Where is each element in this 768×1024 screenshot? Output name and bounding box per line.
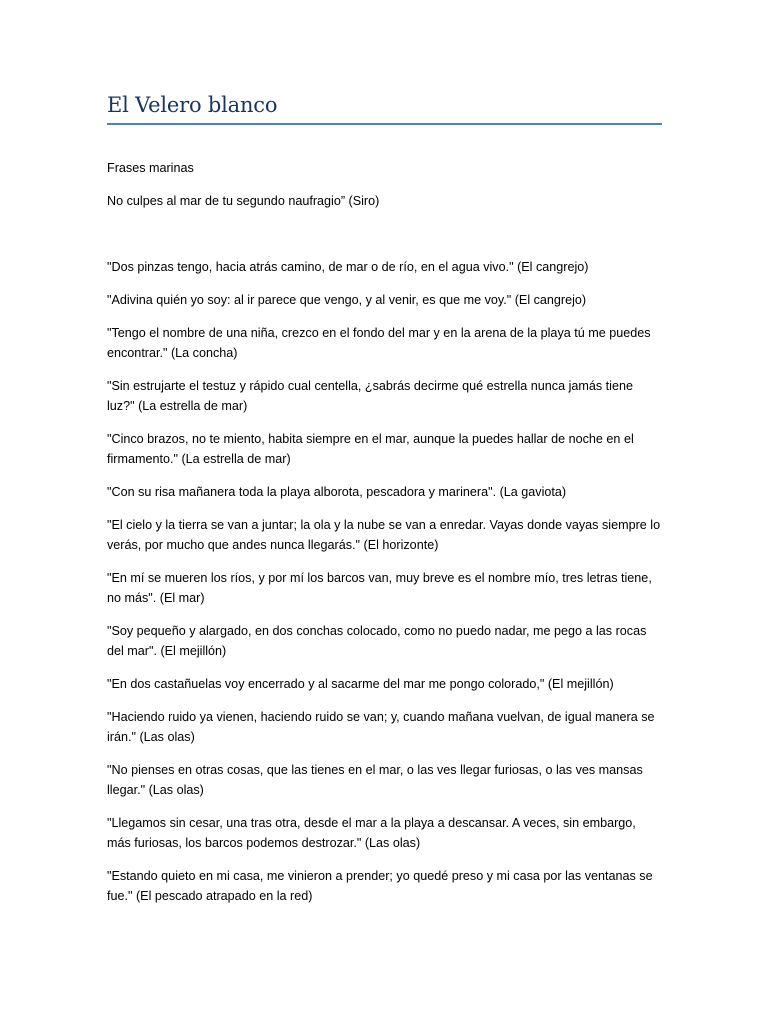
- riddle-paragraph: "En mí se mueren los ríos, y por mí los barcos van, muy breve es el nombre mío, tres letras tiene, no más". (El mar): [107, 571, 652, 605]
- riddle-paragraph: "Tengo el nombre de una niña, crezco en el fondo del mar y en la arena de la playa tú me puedes encontrar." (La concha): [107, 326, 651, 360]
- riddle-paragraph: "El cielo y la tierra se van a juntar; la ola y la nube se van a enredar. Vayas donde vayas siempre lo verás, por mucho que andes nunca llegarás." (El horizonte): [107, 518, 661, 552]
- section-subtitle: Frases marinas: [107, 161, 194, 175]
- title-underline: [107, 123, 662, 125]
- document-title: El Velero blanco: [107, 93, 278, 117]
- riddle-paragraph: "Adivina quién yo soy: al ir parece que vengo, y al venir, es que me voy." (El cangrejo): [107, 293, 587, 307]
- epigraph-quote: No culpes al mar de tu segundo naufragio” (Siro): [107, 194, 380, 208]
- document-body: [107, 158, 663, 919]
- riddle-paragraph: "Sin estrujarte el testuz y rápido cual centella, ¿sabrás decirme qué estrella nunca jamás tiene luz?" (La estrella de mar): [107, 379, 633, 413]
- riddle-paragraph: "Soy pequeño y alargado, en dos conchas colocado, como no puedo nadar, me pego a las rocas del mar". (El mejillón): [107, 624, 647, 658]
- riddle-paragraph: "Haciendo ruido ya vienen, haciendo ruido se van; y, cuando mañana vuelvan, de igual manera se irán." (Las olas): [107, 710, 655, 744]
- riddle-paragraph: "Dos pinzas tengo, hacia atrás camino, de mar o de río, en el agua vivo." (El cangrejo): [107, 260, 589, 274]
- riddle-paragraph: "No pienses en otras cosas, que las tienes en el mar, o las ves llegar furiosas, o las ves mansas llegar." (Las olas): [107, 763, 643, 797]
- riddle-paragraph: "Estando quieto en mi casa, me vinieron a prender; yo quedé preso y mi casa por las ventanas se fue." (El pescado atrapado en la red): [107, 869, 653, 903]
- riddle-paragraph: "Con su risa mañanera toda la playa alborota, pescadora y marinera". (La gaviota): [107, 485, 567, 499]
- riddle-paragraph: "Cinco brazos, no te miento, habita siempre en el mar, aunque la puedes hallar de noche en el firmamento." (La estrella de mar): [107, 432, 634, 466]
- riddle-paragraph: "Llegamos sin cesar, una tras otra, desde el mar a la playa a descansar. A veces, sin embargo, más furiosas, los barcos podemos destrozar." (Las olas): [107, 816, 636, 850]
- riddle-paragraph: "En dos castañuelas voy encerrado y al sacarme del mar me pongo colorado," (El mejillón): [107, 677, 614, 691]
